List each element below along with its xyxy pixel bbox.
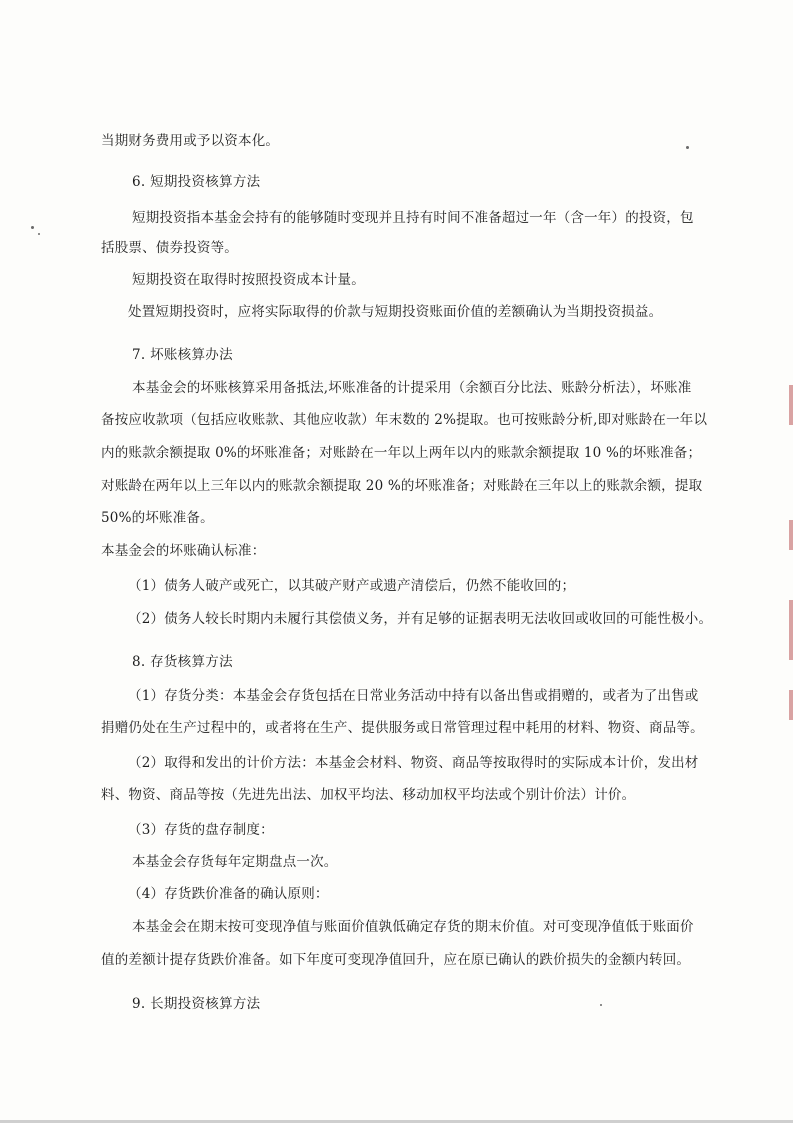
scan-speck — [600, 1004, 602, 1006]
section-heading-8: 8. 存货核算方法 — [132, 654, 233, 670]
scan-edge-mark — [789, 385, 793, 425]
scan-speck — [38, 233, 40, 235]
paragraph-line: 本基金会的坏账核算采用备抵法,坏账准备的计提采用（余额百分比法、账龄分析法），坏账准 — [132, 380, 692, 396]
paragraph-line: 50%的坏账准备。 — [101, 510, 214, 526]
paragraph-line: 本基金会的坏账确认标准： — [101, 543, 266, 559]
paragraph-line: 对账龄在两年以上三年以内的账款余额提取 20 %的坏账准备；对账龄在三年以上的账款余额，提取 — [101, 478, 703, 494]
paragraph-line: 值的差额计提存货跌价准备。如下年度可变现净值回升，应在原已确认的跌价损失的金额内转回。 — [101, 952, 691, 968]
section-heading-9: 9. 长期投资核算方法 — [132, 996, 261, 1012]
scan-speck — [31, 226, 34, 229]
paragraph-line: 当期财务费用或予以资本化。 — [101, 133, 280, 149]
paragraph-line: 括股票、债券投资等。 — [101, 240, 238, 256]
list-item: （2）债务人较长时期内未履行其偿债义务，并有足够的证据表明无法收回或收回的可能性极小。 — [128, 611, 713, 627]
scan-edge-mark — [789, 690, 793, 720]
paragraph-line: 短期投资指本基金会持有的能够随时变现并且持有时间不准备超过一年（含一年）的投资，包 — [132, 210, 694, 226]
paragraph-line: 捐赠仍处在生产过程中的，或者将在生产、提供服务或日常管理过程中耗用的材料、物资、商品等。 — [101, 720, 704, 736]
scan-edge-mark — [789, 600, 793, 660]
scan-edge-mark — [789, 520, 793, 550]
list-item: （2）取得和发出的计价方法：本基金会材料、物资、商品等按取得时的实际成本计价，发出材 — [128, 755, 699, 771]
list-item: （3）存货的盘存制度： — [128, 822, 274, 838]
list-item: （1）债务人破产或死亡，以其破产财产或遗产清偿后，仍然不能收回的； — [128, 578, 576, 594]
section-heading-6: 6. 短期投资核算方法 — [132, 174, 261, 190]
paragraph-line: 本基金会存货每年定期盘点一次。 — [132, 854, 338, 870]
paragraph-line: 短期投资在取得时按照投资成本计量。 — [132, 272, 365, 288]
paragraph-line: 备按应收款项（包括应收账款、其他应收款）年末数的 2%提取。也可按账龄分析,即对账龄在一年以 — [101, 412, 708, 428]
paragraph-line: 内的账款余额提取 0%的坏账准备；对账龄在一年以上两年以内的账款余额提取 10 %的坏账准备； — [101, 445, 702, 461]
paragraph-line: 处置短期投资时，应将实际取得的价款与短期投资账面价值的差额确认为当期投资损益。 — [128, 304, 663, 320]
scan-speck — [686, 146, 689, 149]
list-item: （4）存货跌价准备的确认原则： — [128, 886, 329, 902]
list-item: （1）存货分类：本基金会存货包括在日常业务活动中持有以备出售或捐赠的，或者为了出售或 — [128, 688, 699, 704]
section-heading-7: 7. 坏账核算办法 — [132, 347, 233, 363]
paragraph-line: 本基金会在期末按可变现净值与账面价值孰低确定存货的期末价值。对可变现净值低于账面价 — [132, 919, 694, 935]
paragraph-line: 料、物资、商品等按（先进先出法、加权平均法、移动加权平均法或个别计价法）计价。 — [101, 787, 636, 803]
